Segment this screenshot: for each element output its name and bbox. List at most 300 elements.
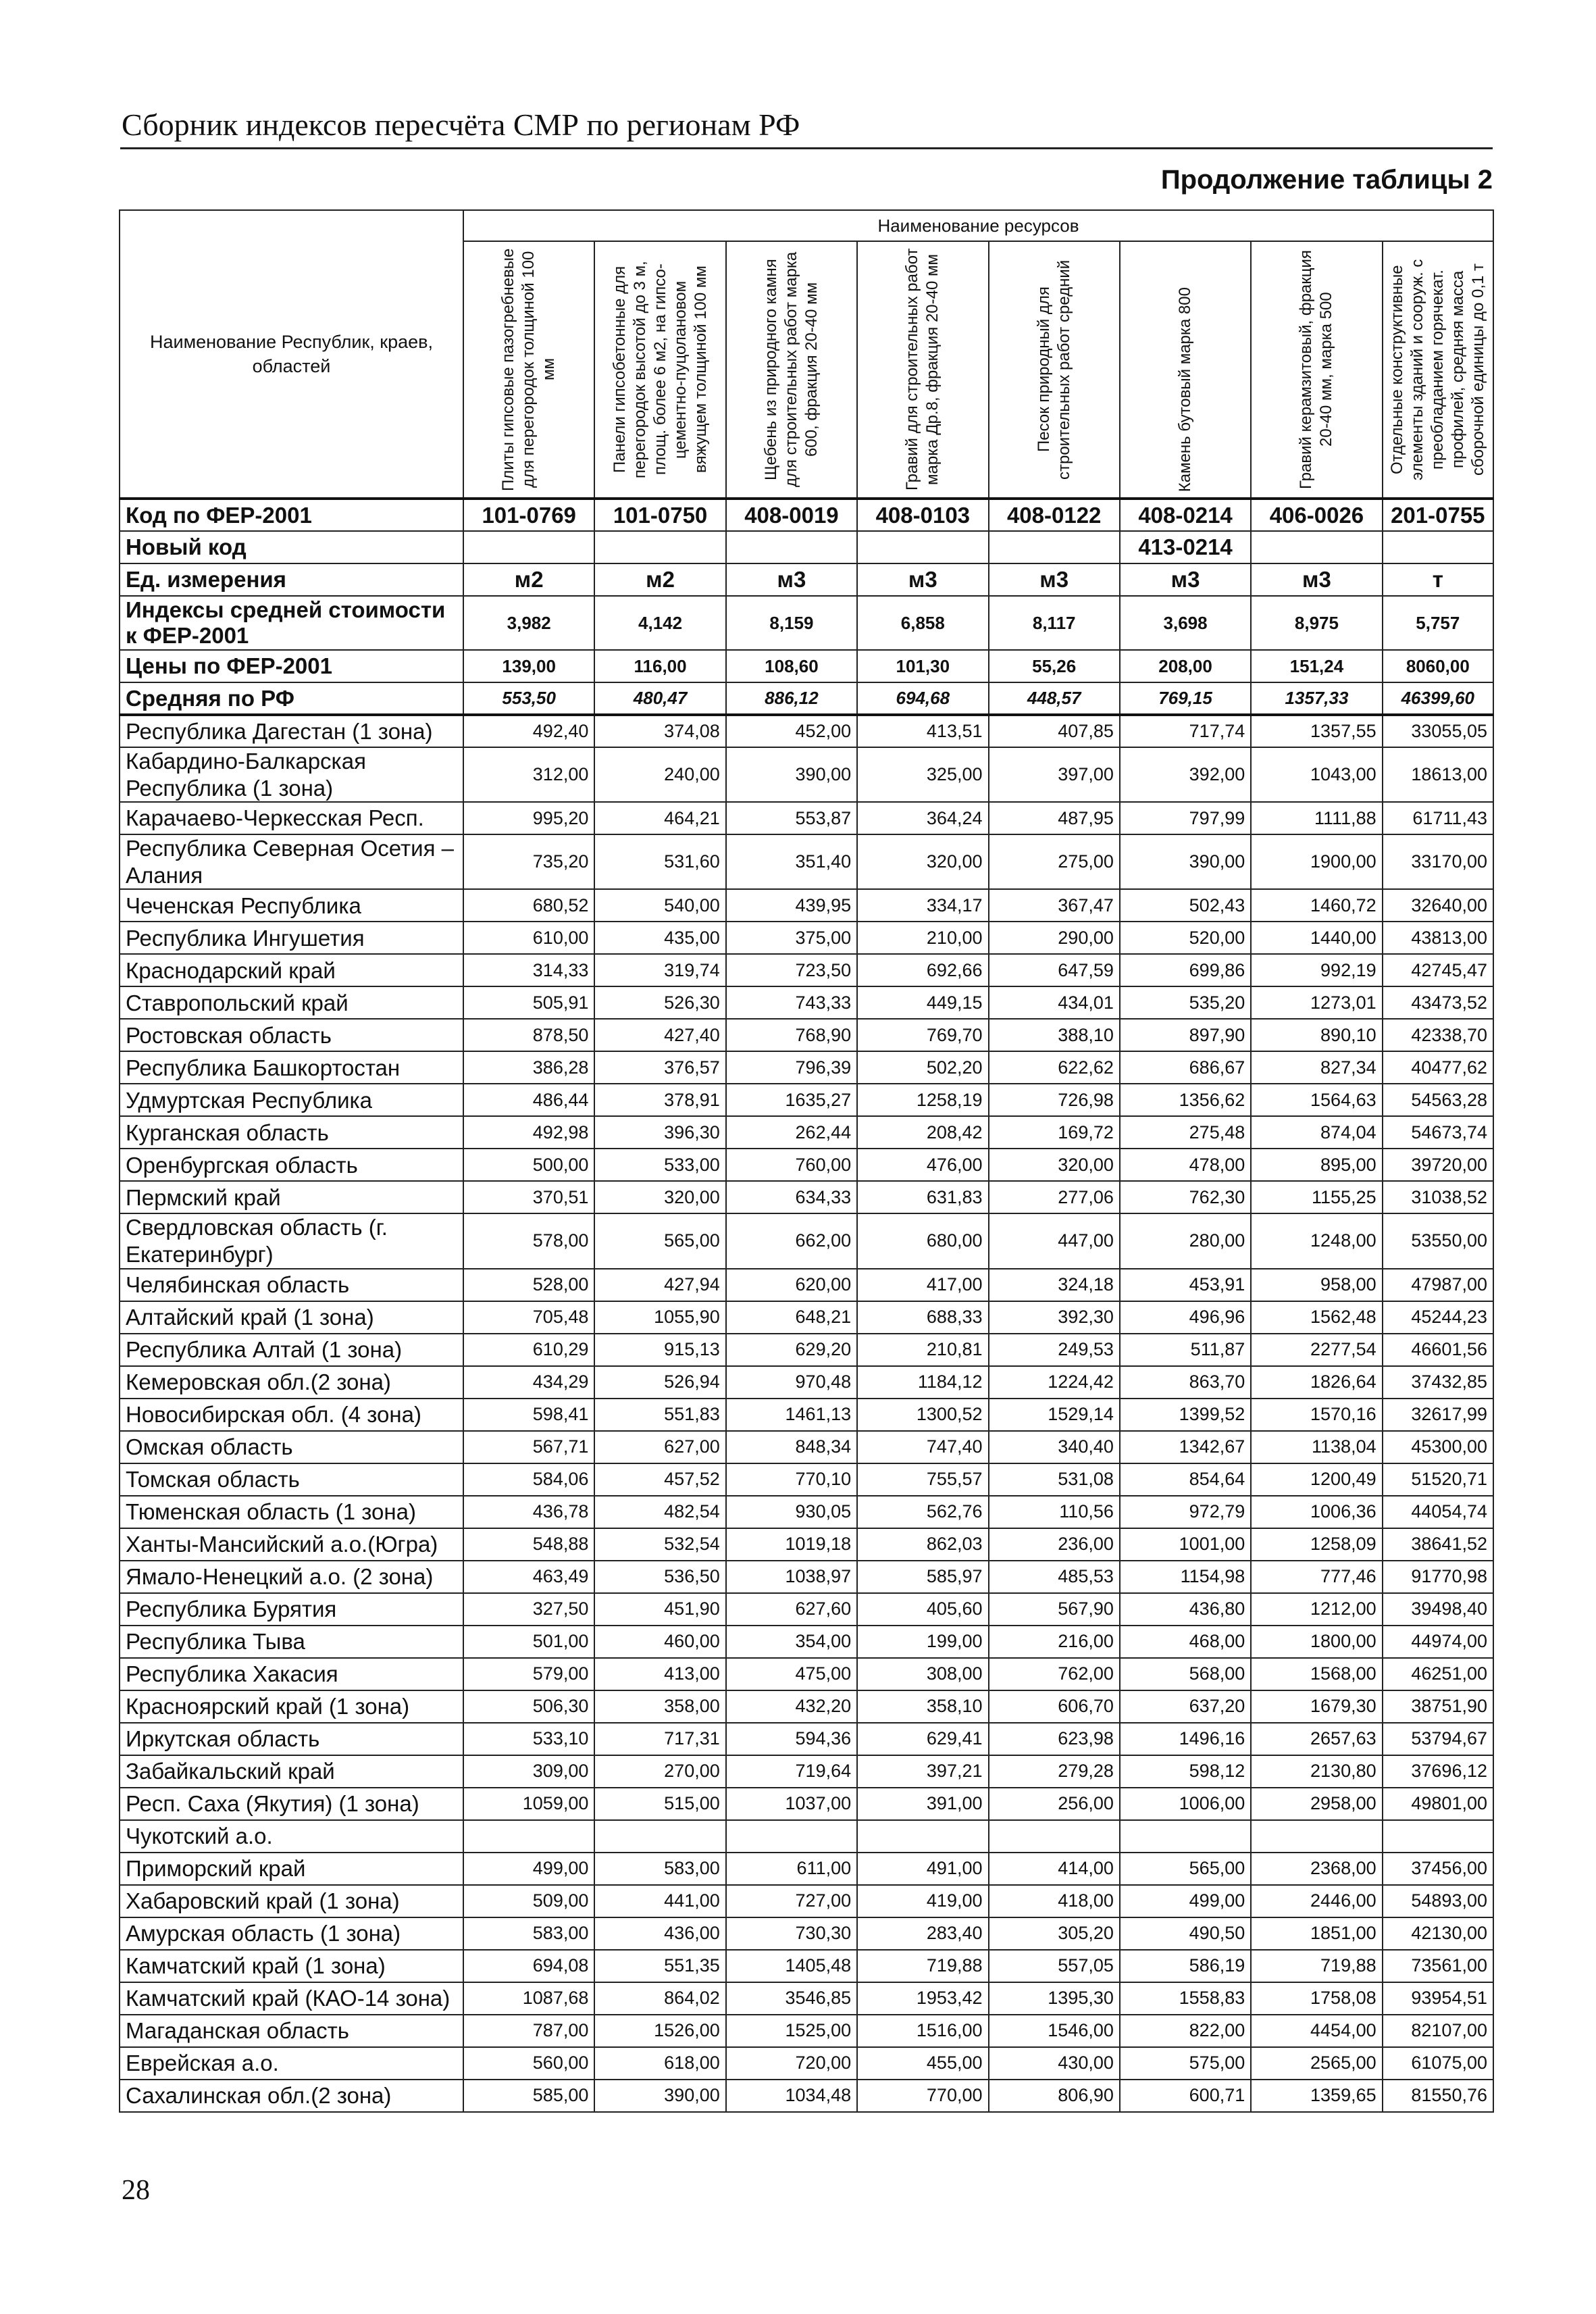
region-price-cell: 890,10 bbox=[1251, 1019, 1382, 1051]
region-price-cell: 275,48 bbox=[1120, 1116, 1251, 1149]
region-price-cell: 53794,67 bbox=[1383, 1723, 1493, 1755]
region-name: Чукотский а.о. bbox=[120, 1820, 463, 1853]
region-name: Республика Бурятия bbox=[120, 1593, 463, 1626]
fer-code-row-value: 408-0103 bbox=[857, 499, 988, 531]
region-price-cell: 334,17 bbox=[857, 889, 988, 922]
region-price-cell: 376,57 bbox=[594, 1051, 725, 1084]
region-price-cell: 2565,00 bbox=[1251, 2047, 1382, 2080]
region-price-cell: 531,08 bbox=[989, 1463, 1120, 1496]
region-price-cell: 1019,18 bbox=[726, 1528, 857, 1561]
region-price-cell: 594,36 bbox=[726, 1723, 857, 1755]
region-price-cell: 567,90 bbox=[989, 1593, 1120, 1626]
region-price-cell: 43813,00 bbox=[1383, 922, 1493, 954]
region-row bbox=[120, 747, 1493, 802]
region-price-cell: 1001,00 bbox=[1120, 1528, 1251, 1561]
region-price-cell: 502,43 bbox=[1120, 889, 1251, 922]
resource-column-header bbox=[1120, 241, 1251, 499]
region-row bbox=[120, 834, 1493, 889]
region-price-cell: 436,78 bbox=[463, 1496, 594, 1528]
region-price-cell: 610,00 bbox=[463, 922, 594, 954]
region-price-cell: 216,00 bbox=[989, 1626, 1120, 1658]
fer-price-row-value: 55,26 bbox=[989, 650, 1120, 682]
region-price-cell: 1546,00 bbox=[989, 2015, 1120, 2047]
region-name: Краснодарский край bbox=[120, 954, 463, 986]
region-price-cell: 878,50 bbox=[463, 1019, 594, 1051]
resource-column-header bbox=[1383, 241, 1493, 499]
region-price-cell: 598,12 bbox=[1120, 1755, 1251, 1788]
region-price-cell: 434,29 bbox=[463, 1366, 594, 1399]
region-price-cell: 43473,52 bbox=[1383, 986, 1493, 1019]
rf-average-row-value: 448,57 bbox=[989, 682, 1120, 715]
region-price-cell: 1059,00 bbox=[463, 1788, 594, 1820]
fer-price-row-value: 108,60 bbox=[726, 650, 857, 682]
region-price-cell: 427,40 bbox=[594, 1019, 725, 1051]
region-price-cell: 32640,00 bbox=[1383, 889, 1493, 922]
resource-column-header bbox=[594, 241, 725, 499]
region-price-cell: 496,96 bbox=[1120, 1301, 1251, 1334]
region-row bbox=[120, 1019, 1493, 1051]
region-price-cell bbox=[594, 1820, 725, 1853]
region-price-cell: 492,40 bbox=[463, 715, 594, 747]
region-row bbox=[120, 1181, 1493, 1213]
new-code-row-value bbox=[989, 531, 1120, 563]
region-name: Респ. Саха (Якутия) (1 зона) bbox=[120, 1788, 463, 1820]
region-price-cell: 501,00 bbox=[463, 1626, 594, 1658]
region-name: Тюменская область (1 зона) bbox=[120, 1496, 463, 1528]
region-price-cell: 735,20 bbox=[463, 834, 594, 889]
region-price-cell: 262,44 bbox=[726, 1116, 857, 1149]
region-price-cell: 827,34 bbox=[1251, 1051, 1382, 1084]
region-price-cell: 358,00 bbox=[594, 1690, 725, 1723]
region-price-cell: 797,99 bbox=[1120, 802, 1251, 834]
region-price-cell: 490,50 bbox=[1120, 1917, 1251, 1950]
region-row bbox=[120, 1463, 1493, 1496]
region-price-cell: 720,00 bbox=[726, 2047, 857, 2080]
region-price-cell: 308,00 bbox=[857, 1658, 988, 1690]
region-row bbox=[120, 1431, 1493, 1463]
region-price-cell: 1359,65 bbox=[1251, 2080, 1382, 2112]
region-price-cell: 42745,47 bbox=[1383, 954, 1493, 986]
region-price-cell bbox=[1251, 1820, 1382, 1853]
region-price-cell: 1525,00 bbox=[726, 2015, 857, 2047]
region-price-cell: 417,00 bbox=[857, 1269, 988, 1301]
region-row bbox=[120, 1917, 1493, 1950]
region-price-cell: 447,00 bbox=[989, 1213, 1120, 1268]
region-price-cell: 305,20 bbox=[989, 1917, 1120, 1950]
region-price-cell: 560,00 bbox=[463, 2047, 594, 2080]
region-price-cell: 320,00 bbox=[989, 1149, 1120, 1181]
region-price-cell: 54893,00 bbox=[1383, 1885, 1493, 1917]
region-price-cell: 1395,30 bbox=[989, 1982, 1120, 2015]
region-price-cell: 499,00 bbox=[463, 1853, 594, 1885]
region-price-cell: 388,10 bbox=[989, 1019, 1120, 1051]
region-price-cell: 1342,67 bbox=[1120, 1431, 1251, 1463]
region-name: Ямало-Ненецкий а.о. (2 зона) bbox=[120, 1561, 463, 1593]
resource-column-header bbox=[989, 241, 1120, 499]
region-price-cell: 51520,71 bbox=[1383, 1463, 1493, 1496]
region-price-cell: 1851,00 bbox=[1251, 1917, 1382, 1950]
region-price-cell: 584,06 bbox=[463, 1463, 594, 1496]
region-price-cell: 61075,00 bbox=[1383, 2047, 1493, 2080]
region-price-cell: 256,00 bbox=[989, 1788, 1120, 1820]
resource-column-header bbox=[726, 241, 857, 499]
region-price-cell: 397,21 bbox=[857, 1755, 988, 1788]
fer-code-row-value: 408-0122 bbox=[989, 499, 1120, 531]
region-row bbox=[120, 922, 1493, 954]
region-price-cell: 553,87 bbox=[726, 802, 857, 834]
region-row bbox=[120, 1755, 1493, 1788]
index-row-label: Индексы средней стоимости к ФЕР-2001 bbox=[120, 596, 463, 650]
region-price-cell: 451,90 bbox=[594, 1593, 725, 1626]
fer-code-row-value: 408-0019 bbox=[726, 499, 857, 531]
region-price-cell: 531,60 bbox=[594, 834, 725, 889]
region-name: Камчатский край (1 зона) bbox=[120, 1950, 463, 1982]
region-price-cell: 327,50 bbox=[463, 1593, 594, 1626]
region-price-cell: 464,21 bbox=[594, 802, 725, 834]
region-price-cell: 45244,23 bbox=[1383, 1301, 1493, 1334]
region-price-cell: 1357,55 bbox=[1251, 715, 1382, 747]
region-price-cell: 717,74 bbox=[1120, 715, 1251, 747]
rf-average-row-value: 1357,33 bbox=[1251, 682, 1382, 715]
fer-price-row-value: 151,24 bbox=[1251, 650, 1382, 682]
region-name: Карачаево-Черкесская Респ. bbox=[120, 802, 463, 834]
region-price-cell: 492,98 bbox=[463, 1116, 594, 1149]
region-price-cell: 777,46 bbox=[1251, 1561, 1382, 1593]
region-price-cell: 378,91 bbox=[594, 1084, 725, 1116]
new-code-row-value bbox=[857, 531, 988, 563]
region-price-cell: 441,00 bbox=[594, 1885, 725, 1917]
region-name: Пермский край bbox=[120, 1181, 463, 1213]
region-price-cell: 895,00 bbox=[1251, 1149, 1382, 1181]
fer-price-row-label: Цены по ФЕР-2001 bbox=[120, 650, 463, 682]
region-price-cell: 854,64 bbox=[1120, 1463, 1251, 1496]
fer-code-row-value: 406-0026 bbox=[1251, 499, 1382, 531]
region-price-cell: 499,00 bbox=[1120, 1885, 1251, 1917]
region-row bbox=[120, 1149, 1493, 1181]
region-name: Республика Тыва bbox=[120, 1626, 463, 1658]
unit-row-value: м3 bbox=[1120, 563, 1251, 596]
region-name: Чеченская Республика bbox=[120, 889, 463, 922]
region-price-cell: 314,33 bbox=[463, 954, 594, 986]
region-price-cell: 418,00 bbox=[989, 1885, 1120, 1917]
region-row bbox=[120, 1982, 1493, 2015]
region-price-cell: 1460,72 bbox=[1251, 889, 1382, 922]
region-price-cell: 31038,52 bbox=[1383, 1181, 1493, 1213]
region-price-cell: 1200,49 bbox=[1251, 1463, 1382, 1496]
region-price-cell: 38641,52 bbox=[1383, 1528, 1493, 1561]
region-price-cell: 1953,42 bbox=[857, 1982, 988, 2015]
region-price-cell: 1258,19 bbox=[857, 1084, 988, 1116]
region-price-cell: 972,79 bbox=[1120, 1496, 1251, 1528]
region-price-cell: 91770,98 bbox=[1383, 1561, 1493, 1593]
region-price-cell: 509,00 bbox=[463, 1885, 594, 1917]
region-price-cell: 610,29 bbox=[463, 1334, 594, 1366]
price-index-table-container bbox=[119, 209, 1494, 2113]
resource-column-header-text: Гравий для строительных работ марка Др.8, фракция 20-40 мм bbox=[903, 248, 942, 491]
region-price-cell: 598,41 bbox=[463, 1399, 594, 1431]
region-price-cell: 279,28 bbox=[989, 1755, 1120, 1788]
region-row bbox=[120, 1084, 1493, 1116]
new-code-row-value bbox=[594, 531, 725, 563]
region-price-cell: 1564,63 bbox=[1251, 1084, 1382, 1116]
region-price-cell: 533,10 bbox=[463, 1723, 594, 1755]
region-name: Еврейская а.о. bbox=[120, 2047, 463, 2080]
region-price-cell: 236,00 bbox=[989, 1528, 1120, 1561]
table-continuation-label: Продолжение таблицы 2 bbox=[1160, 165, 1493, 195]
region-price-cell: 110,56 bbox=[989, 1496, 1120, 1528]
region-row bbox=[120, 802, 1493, 834]
region-price-cell: 1212,00 bbox=[1251, 1593, 1382, 1626]
region-price-cell: 249,53 bbox=[989, 1334, 1120, 1366]
region-price-cell: 414,00 bbox=[989, 1853, 1120, 1885]
region-name: Камчатский край (КАО-14 зона) bbox=[120, 1982, 463, 2015]
region-price-cell: 210,00 bbox=[857, 922, 988, 954]
region-price-cell: 46251,00 bbox=[1383, 1658, 1493, 1690]
region-price-cell bbox=[726, 1820, 857, 1853]
region-price-cell: 430,00 bbox=[989, 2047, 1120, 2080]
region-price-cell: 719,64 bbox=[726, 1755, 857, 1788]
region-price-cell: 280,00 bbox=[1120, 1213, 1251, 1268]
region-price-cell: 1558,83 bbox=[1120, 1982, 1251, 2015]
region-name: Республика Хакасия bbox=[120, 1658, 463, 1690]
region-name: Республика Ингушетия bbox=[120, 922, 463, 954]
region-price-cell: 432,20 bbox=[726, 1690, 857, 1723]
region-price-cell: 620,00 bbox=[726, 1269, 857, 1301]
table-body bbox=[120, 499, 1493, 2112]
region-price-cell: 82107,00 bbox=[1383, 2015, 1493, 2047]
rf-average-row-value: 694,68 bbox=[857, 682, 988, 715]
region-price-cell bbox=[463, 1820, 594, 1853]
region-price-cell: 33055,05 bbox=[1383, 715, 1493, 747]
header-rule bbox=[120, 147, 1493, 149]
region-price-cell: 862,03 bbox=[857, 1528, 988, 1561]
region-price-cell: 1248,00 bbox=[1251, 1213, 1382, 1268]
fer-code-row-value: 101-0769 bbox=[463, 499, 594, 531]
region-price-cell: 290,00 bbox=[989, 922, 1120, 954]
region-price-cell: 680,00 bbox=[857, 1213, 988, 1268]
region-row bbox=[120, 1788, 1493, 1820]
region-price-cell: 1006,00 bbox=[1120, 1788, 1251, 1820]
index-row bbox=[120, 596, 1493, 650]
region-row bbox=[120, 986, 1493, 1019]
region-price-cell bbox=[857, 1820, 988, 1853]
fer-price-row-value: 116,00 bbox=[594, 650, 725, 682]
region-price-cell: 54563,28 bbox=[1383, 1084, 1493, 1116]
fer-code-row-value: 201-0755 bbox=[1383, 499, 1493, 531]
region-price-cell: 796,39 bbox=[726, 1051, 857, 1084]
index-row-value: 4,142 bbox=[594, 596, 725, 650]
region-price-cell: 680,52 bbox=[463, 889, 594, 922]
region-price-cell: 434,01 bbox=[989, 986, 1120, 1019]
region-price-cell: 61711,43 bbox=[1383, 802, 1493, 834]
region-price-cell: 648,21 bbox=[726, 1301, 857, 1334]
region-name: Ставропольский край bbox=[120, 986, 463, 1019]
region-price-cell bbox=[1383, 1820, 1493, 1853]
region-price-cell: 1043,00 bbox=[1251, 747, 1382, 802]
region-price-cell: 528,00 bbox=[463, 1269, 594, 1301]
region-row bbox=[120, 1853, 1493, 1885]
region-price-cell: 390,00 bbox=[726, 747, 857, 802]
region-price-cell: 600,71 bbox=[1120, 2080, 1251, 2112]
region-price-cell: 1356,62 bbox=[1120, 1084, 1251, 1116]
region-row bbox=[120, 1561, 1493, 1593]
region-price-cell: 486,44 bbox=[463, 1084, 594, 1116]
region-price-cell: 1516,00 bbox=[857, 2015, 988, 2047]
region-price-cell: 475,00 bbox=[726, 1658, 857, 1690]
region-column-header: Наименование Республик, краев, областей bbox=[120, 210, 463, 499]
resource-column-header bbox=[857, 241, 988, 499]
region-price-cell: 392,00 bbox=[1120, 747, 1251, 802]
region-row bbox=[120, 1496, 1493, 1528]
region-price-cell: 726,98 bbox=[989, 1084, 1120, 1116]
region-price-cell: 585,97 bbox=[857, 1561, 988, 1593]
region-price-cell: 354,00 bbox=[726, 1626, 857, 1658]
region-price-cell: 270,00 bbox=[594, 1755, 725, 1788]
index-row-value: 8,117 bbox=[989, 596, 1120, 650]
region-price-cell: 688,33 bbox=[857, 1301, 988, 1334]
region-price-cell: 1006,36 bbox=[1251, 1496, 1382, 1528]
region-price-cell: 81550,76 bbox=[1383, 2080, 1493, 2112]
region-price-cell: 694,08 bbox=[463, 1950, 594, 1982]
region-price-cell: 2368,00 bbox=[1251, 1853, 1382, 1885]
region-row bbox=[120, 2080, 1493, 2112]
unit-row-value: м3 bbox=[726, 563, 857, 596]
index-row-value: 3,982 bbox=[463, 596, 594, 650]
region-price-cell: 18613,00 bbox=[1383, 747, 1493, 802]
region-price-cell: 44974,00 bbox=[1383, 1626, 1493, 1658]
region-price-cell: 583,00 bbox=[594, 1853, 725, 1885]
region-price-cell: 1155,25 bbox=[1251, 1181, 1382, 1213]
region-row bbox=[120, 1626, 1493, 1658]
region-price-cell: 1055,90 bbox=[594, 1301, 725, 1334]
region-name: Томская область bbox=[120, 1463, 463, 1496]
region-price-cell: 631,83 bbox=[857, 1181, 988, 1213]
new-code-row-label: Новый код bbox=[120, 531, 463, 563]
region-price-cell: 686,67 bbox=[1120, 1051, 1251, 1084]
region-row bbox=[120, 1051, 1493, 1084]
region-price-cell: 33170,00 bbox=[1383, 834, 1493, 889]
region-price-cell: 565,00 bbox=[1120, 1853, 1251, 1885]
region-price-cell: 627,60 bbox=[726, 1593, 857, 1626]
region-price-cell: 42130,00 bbox=[1383, 1917, 1493, 1950]
region-price-cell: 1087,68 bbox=[463, 1982, 594, 2015]
region-price-cell: 532,54 bbox=[594, 1528, 725, 1561]
region-price-cell: 747,40 bbox=[857, 1431, 988, 1463]
page-number: 28 bbox=[122, 2175, 150, 2206]
region-price-cell: 1034,48 bbox=[726, 2080, 857, 2112]
region-price-cell: 502,20 bbox=[857, 1051, 988, 1084]
unit-row bbox=[120, 563, 1493, 596]
region-price-cell: 970,48 bbox=[726, 1366, 857, 1399]
new-code-row-value bbox=[1251, 531, 1382, 563]
region-price-cell: 806,90 bbox=[989, 2080, 1120, 2112]
unit-row-label: Ед. измерения bbox=[120, 563, 463, 596]
region-price-cell: 2130,80 bbox=[1251, 1755, 1382, 1788]
region-price-cell: 405,60 bbox=[857, 1593, 988, 1626]
region-price-cell: 864,02 bbox=[594, 1982, 725, 2015]
unit-row-value: т bbox=[1383, 563, 1493, 596]
region-price-cell: 45300,00 bbox=[1383, 1431, 1493, 1463]
region-name: Новосибирская обл. (4 зона) bbox=[120, 1399, 463, 1431]
region-name: Забайкальский край bbox=[120, 1755, 463, 1788]
region-row bbox=[120, 1690, 1493, 1723]
region-price-cell: 863,70 bbox=[1120, 1366, 1251, 1399]
region-price-cell: 419,00 bbox=[857, 1885, 988, 1917]
region-price-cell: 407,85 bbox=[989, 715, 1120, 747]
region-price-cell: 551,35 bbox=[594, 1950, 725, 1982]
region-price-cell: 40477,62 bbox=[1383, 1051, 1493, 1084]
region-price-cell: 312,00 bbox=[463, 747, 594, 802]
region-price-cell: 1037,00 bbox=[726, 1788, 857, 1820]
region-price-cell: 453,91 bbox=[1120, 1269, 1251, 1301]
region-price-cell: 436,00 bbox=[594, 1917, 725, 1950]
region-price-cell: 1038,97 bbox=[726, 1561, 857, 1593]
region-price-cell: 629,20 bbox=[726, 1334, 857, 1366]
region-price-cell: 1258,09 bbox=[1251, 1528, 1382, 1561]
region-name: Удмуртская Республика bbox=[120, 1084, 463, 1116]
region-price-cell: 1635,27 bbox=[726, 1084, 857, 1116]
region-price-cell: 478,00 bbox=[1120, 1149, 1251, 1181]
region-row bbox=[120, 954, 1493, 986]
region-price-cell: 351,40 bbox=[726, 834, 857, 889]
region-price-cell: 1529,14 bbox=[989, 1399, 1120, 1431]
region-price-cell: 457,52 bbox=[594, 1463, 725, 1496]
region-name: Красноярский край (1 зона) bbox=[120, 1690, 463, 1723]
resource-column-header bbox=[463, 241, 594, 499]
region-price-cell: 822,00 bbox=[1120, 2015, 1251, 2047]
region-price-cell: 1496,16 bbox=[1120, 1723, 1251, 1755]
region-price-cell: 476,00 bbox=[857, 1149, 988, 1181]
region-price-cell: 309,00 bbox=[463, 1755, 594, 1788]
region-price-cell: 760,00 bbox=[726, 1149, 857, 1181]
fer-code-row-value: 101-0750 bbox=[594, 499, 725, 531]
resource-column-header-text: Щебень из природного камня для строительных работ марка 600, фракция 20-40 мм bbox=[761, 251, 821, 488]
region-price-cell: 46601,56 bbox=[1383, 1334, 1493, 1366]
region-price-cell: 1440,00 bbox=[1251, 922, 1382, 954]
region-price-cell: 770,10 bbox=[726, 1463, 857, 1496]
region-price-cell: 2277,54 bbox=[1251, 1334, 1382, 1366]
resource-column-header bbox=[1251, 241, 1382, 499]
region-price-cell: 769,70 bbox=[857, 1019, 988, 1051]
price-index-table bbox=[119, 209, 1494, 2113]
region-price-cell: 1224,42 bbox=[989, 1366, 1120, 1399]
region-price-cell: 719,88 bbox=[857, 1950, 988, 1982]
region-name: Магаданская область bbox=[120, 2015, 463, 2047]
region-name: Курганская область bbox=[120, 1116, 463, 1149]
region-row bbox=[120, 1820, 1493, 1853]
region-price-cell: 535,20 bbox=[1120, 986, 1251, 1019]
resource-column-header-text: Песок природный для строительных работ средний bbox=[1034, 259, 1073, 480]
region-price-cell: 42338,70 bbox=[1383, 1019, 1493, 1051]
region-price-cell: 606,70 bbox=[989, 1690, 1120, 1723]
new-code-row bbox=[120, 531, 1493, 563]
region-row bbox=[120, 1885, 1493, 1917]
region-price-cell: 874,04 bbox=[1251, 1116, 1382, 1149]
region-name: Алтайский край (1 зона) bbox=[120, 1301, 463, 1334]
region-price-cell: 427,94 bbox=[594, 1269, 725, 1301]
region-price-cell: 38751,90 bbox=[1383, 1690, 1493, 1723]
region-price-cell: 208,42 bbox=[857, 1116, 988, 1149]
region-price-cell: 755,57 bbox=[857, 1463, 988, 1496]
region-price-cell: 1184,12 bbox=[857, 1366, 988, 1399]
region-price-cell: 277,06 bbox=[989, 1181, 1120, 1213]
region-price-cell: 629,41 bbox=[857, 1723, 988, 1755]
region-row bbox=[120, 1950, 1493, 1982]
region-price-cell: 392,30 bbox=[989, 1301, 1120, 1334]
region-price-cell: 526,94 bbox=[594, 1366, 725, 1399]
resource-column-header-text: Отдельные конструктивные элементы зданий и сооруж. с преобладанием горячекат. профилей, средняя масса сборочной единицы до 0,1 т bbox=[1387, 259, 1487, 480]
region-price-cell: 436,80 bbox=[1120, 1593, 1251, 1626]
